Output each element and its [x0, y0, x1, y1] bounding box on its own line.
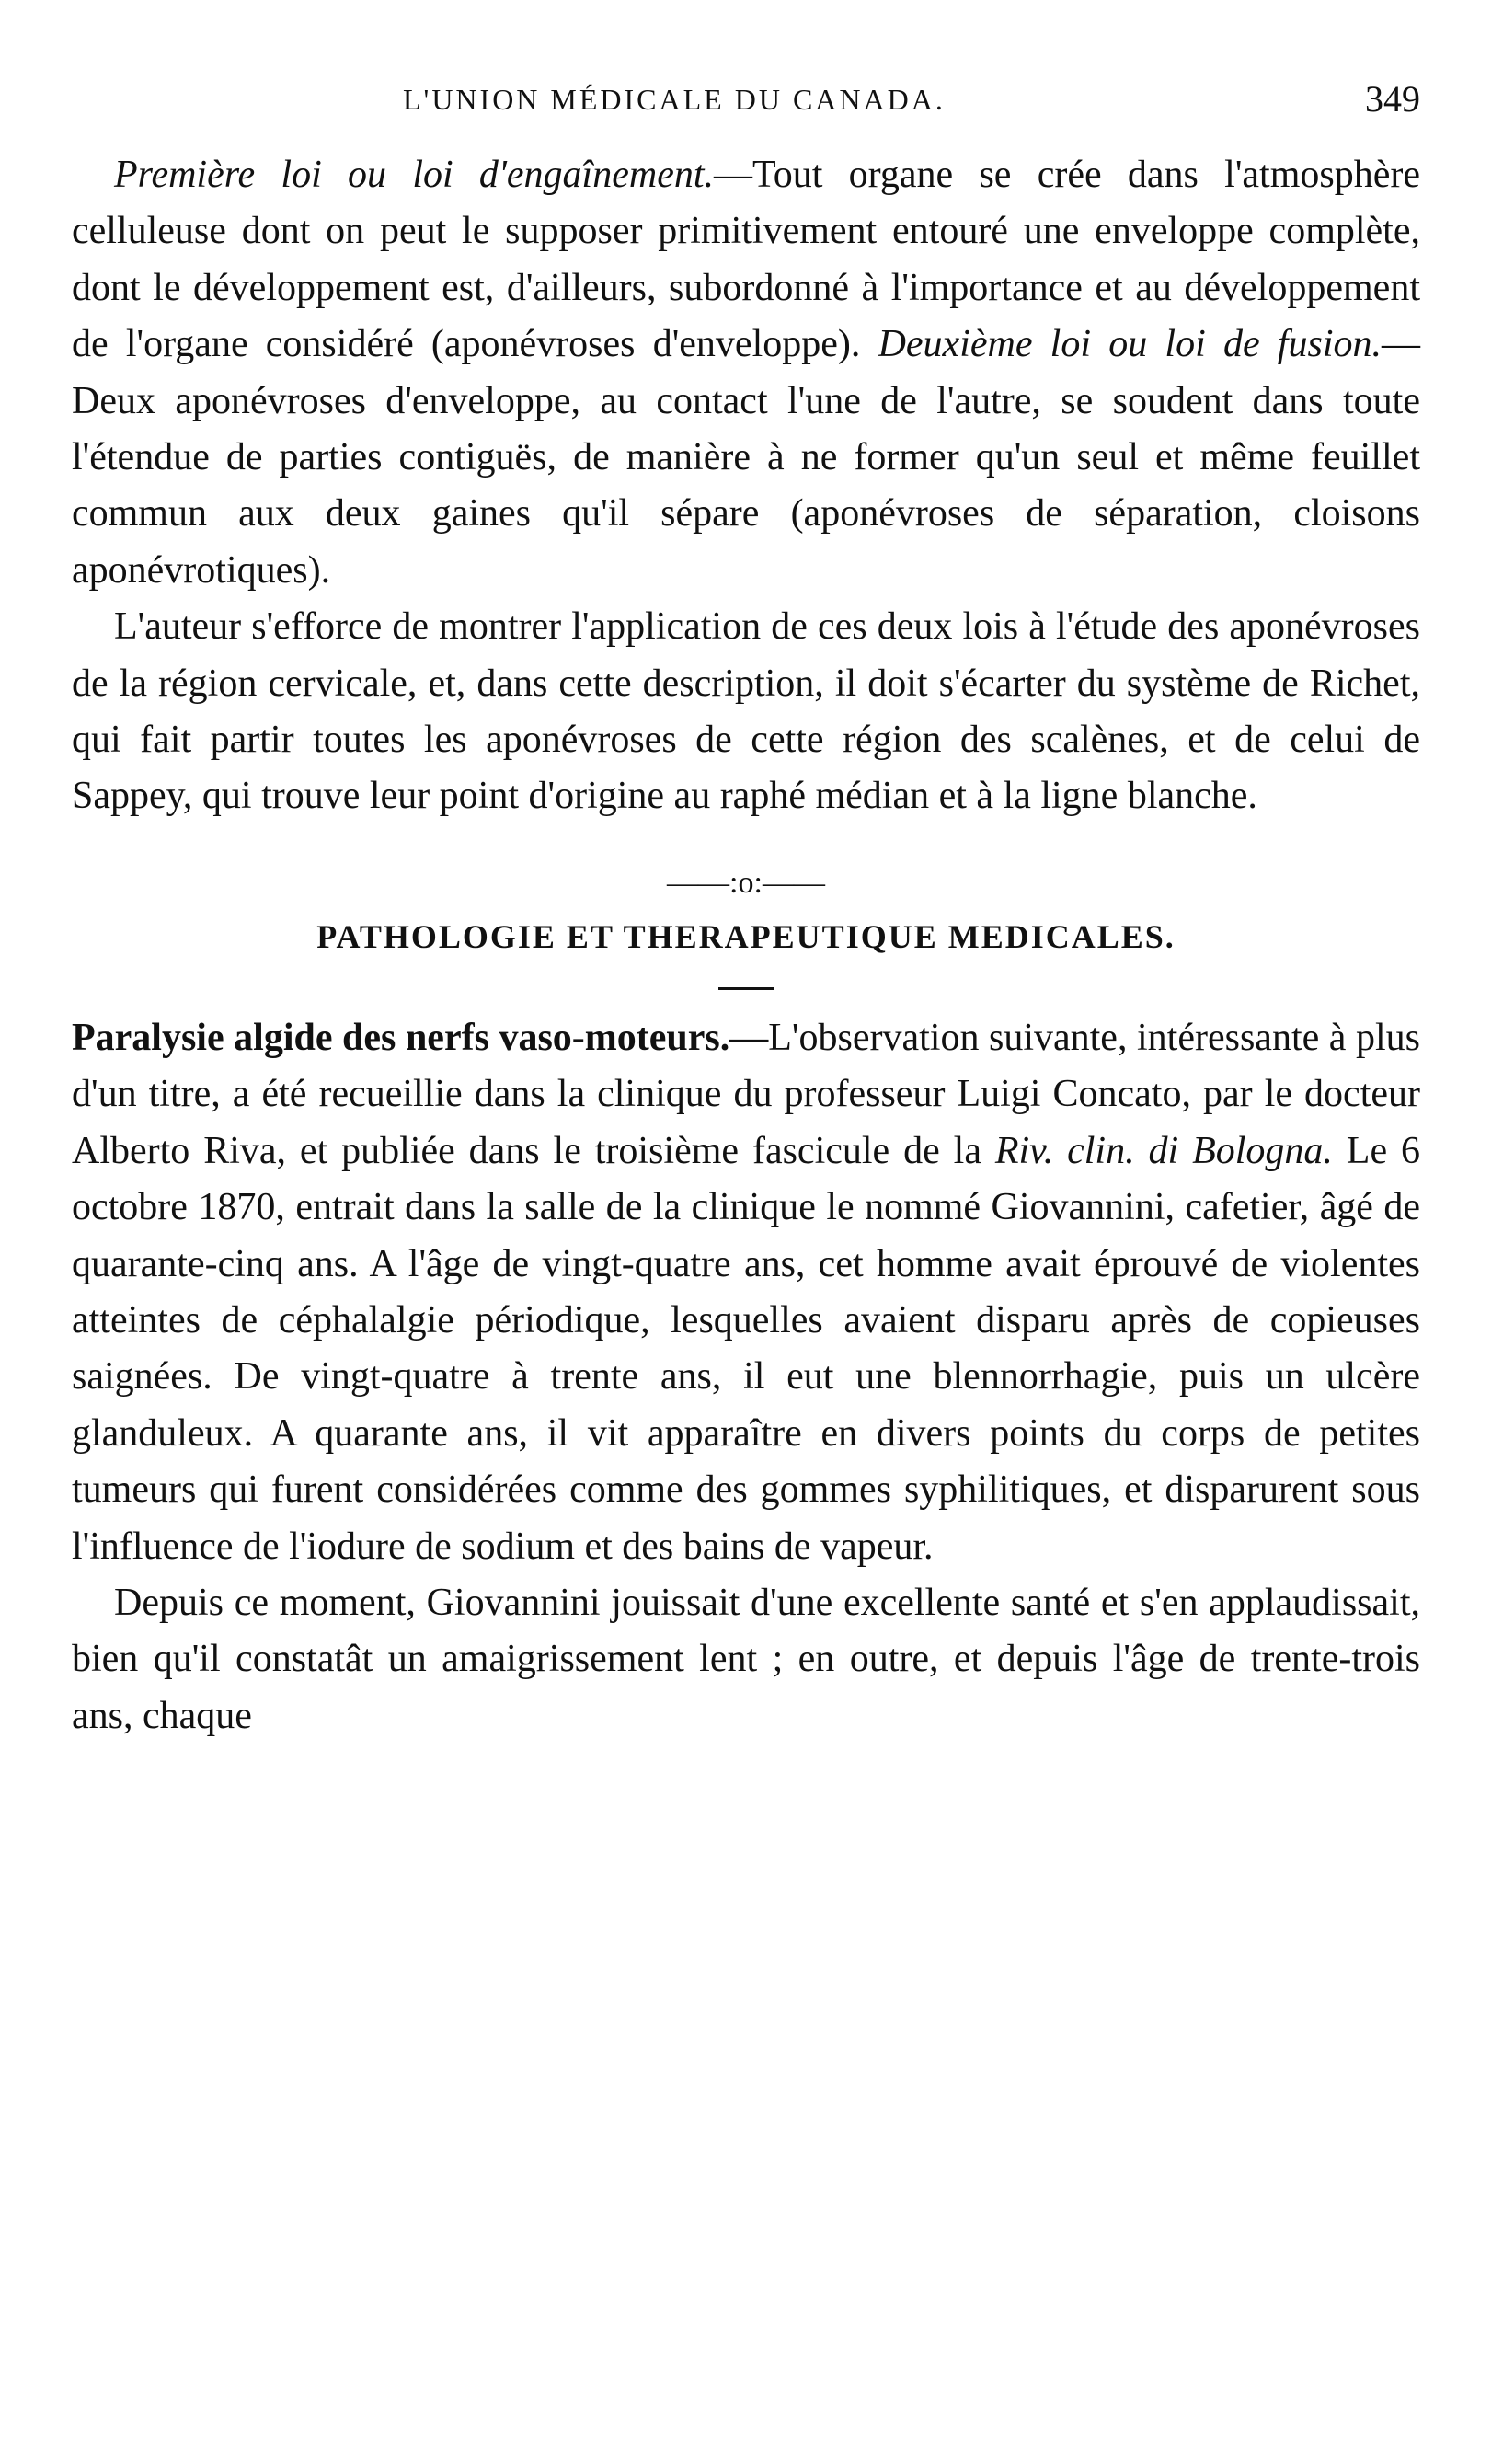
law2-title: Deuxième loi ou loi de fusion. [878, 323, 1382, 366]
section-title: PATHOLOGIE ET THERAPEUTIQUE MEDICALES. [316, 917, 1176, 955]
case-paragraph [72, 1010, 1420, 1575]
running-head [72, 64, 1420, 147]
law2-text: —Deux aponévroses d'enveloppe, au contact l'une de l'autre, se soudent dans toute l'étendue de parties contiguës, de manière à ne former qu'un seul et même feuillet commun aux deux gaines qu'il sépare (aponévroses de séparation, cloisons aponévrotiques). [72, 323, 1420, 592]
law1-title: Première loi ou loi d'engaînement. [114, 154, 715, 196]
section-rule [718, 987, 774, 990]
case-text-b: Le 6 octobre 1870, entrait dans la salle de la clinique le nommé Giovannini, cafetier, âgé de quarante-cinq ans. A l'âge de vingt-quatre ans, cet homme avait éprouvé de violentes atteintes de céphalalgie périodique, lesquelles avaient disparu après de copieuses saignées. De vingt-quatre à trente ans, il eut une blennorrhagie, puis un ulcère glanduleux. A quarante ans, il vit apparaître en divers points du corps de petites tumeurs qui furent considérées comme des gommes syphilitiques, et disparurent sous l'influence de l'iodure de sodium et des bains de vapeur. [72, 1129, 1420, 1568]
case-text-a: —L'observation suivante, intéressante à plus d'un titre, a été recueillie dans la clinique du professeur Luigi Concato, par le docteur Alberto Riva, et publiée dans le troisième fascicule de la [72, 1016, 1420, 1172]
document-page [72, 64, 1420, 1744]
laws-paragraph [72, 147, 1420, 599]
page-number: 349 [1365, 78, 1420, 120]
journal-name: Riv. clin. di Bologna. [994, 1129, 1333, 1172]
running-title: L'UNION MÉDICALE DU CANADA. [403, 83, 946, 116]
author-paragraph: L'auteur s'efforce de montrer l'application de ces deux lois à l'étude des aponévroses de la région cervicale, et, dans cette description, il doit s'écarter du système de Richet, qui fait partir toutes les aponévroses de cette région des scalènes, et de celui de Sappey, qui trouve leur point d'origine au raphé médian et à la ligne blanche. [72, 605, 1420, 818]
law1-text: —Tout organe se crée dans l'atmosphère celluleuse dont on peut le supposer primitivement entouré une enveloppe complète, dont le développement est, d'ailleurs, subordonné à l'importance et au développement de l'organe considéré (aponévroses d'enveloppe). [72, 154, 1421, 366]
section-separator: ——:o:—— [667, 865, 825, 900]
case-lead: Paralysie algide des nerfs vaso-moteurs. [72, 1016, 730, 1059]
continuation-paragraph: Depuis ce moment, Giovannini jouissait d'une excellente santé et s'en applaudissait, bien qu'il constatât un amaigrissement lent ; en outre, et depuis l'âge de trente-trois ans, chaque [72, 1581, 1420, 1737]
